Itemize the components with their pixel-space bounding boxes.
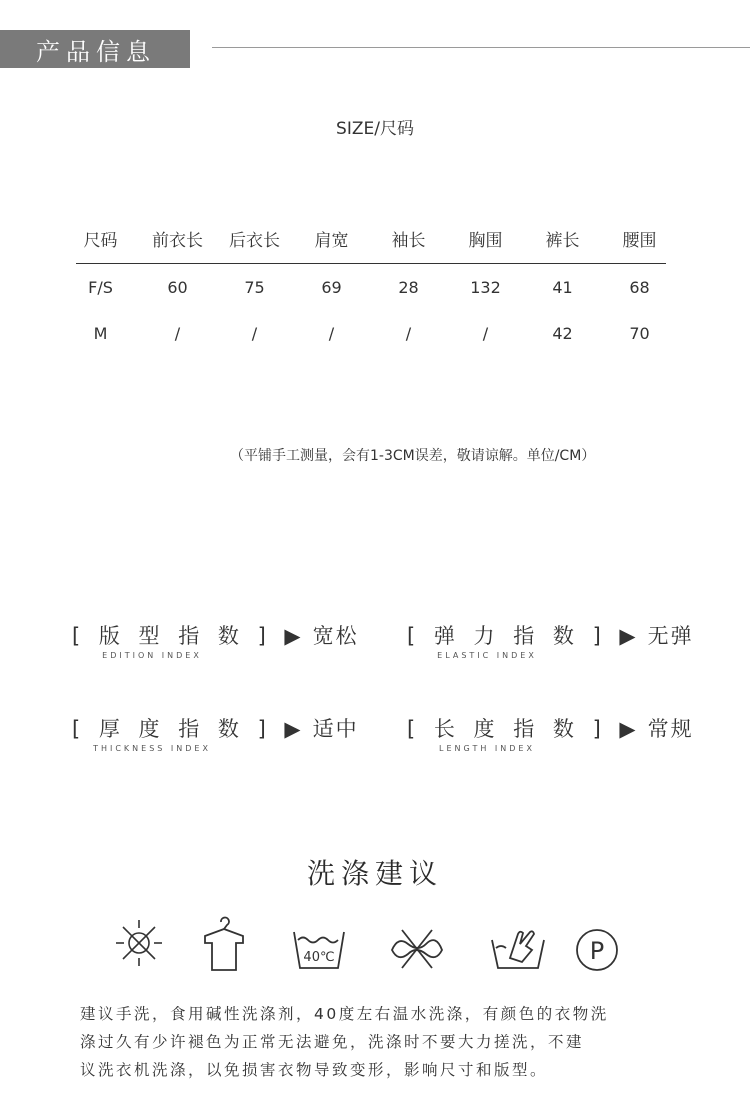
size-table-header <box>62 224 678 252</box>
column-header: 裤长 <box>545 230 580 251</box>
table-cell: / <box>482 323 489 343</box>
index-title: [ 版 型 指 数 ] ▶ <box>72 624 307 648</box>
header-title: 产品信息 <box>36 37 156 66</box>
table-cell: / <box>328 323 335 343</box>
table-cell: 75 <box>244 277 265 297</box>
table-cell: 69 <box>321 277 342 297</box>
index-subtitle: LENGTH INDEX <box>439 744 535 753</box>
wash-line: 涤过久有少许褪色为正常无法避免，洗涤时不要大力搓洗，不建 <box>80 1033 585 1051</box>
wash-temp-label: 40℃ <box>303 950 335 965</box>
index-subtitle: ELASTIC INDEX <box>437 651 537 660</box>
table-cell: 68 <box>629 277 650 297</box>
index-value: 适中 <box>312 717 359 741</box>
header-title-tab <box>0 30 190 68</box>
column-header: 袖长 <box>391 230 426 251</box>
column-header: 前衣长 <box>152 230 203 251</box>
table-cell: M <box>93 323 108 343</box>
wash-line: 议洗衣机洗涤，以免损害衣物导致变形，影响尺寸和版型。 <box>80 1061 549 1079</box>
index-title: [ 弹 力 指 数 ] ▶ <box>407 624 642 648</box>
table-cell: 28 <box>398 277 419 297</box>
edition-index <box>72 620 359 660</box>
index-title: [ 厚 度 指 数 ] ▶ <box>72 717 307 741</box>
column-header: 腰围 <box>622 230 657 251</box>
size-table <box>62 224 678 356</box>
wash-line: 建议手洗，食用碱性洗涤剂，40度左右温水洗涤，有颜色的衣物洗 <box>80 1005 609 1023</box>
table-cell: 70 <box>629 323 650 343</box>
wash-heading: 洗涤建议 <box>306 857 443 890</box>
table-cell: 132 <box>470 277 501 297</box>
table-row <box>62 310 678 356</box>
index-value: 无弹 <box>647 624 694 648</box>
index-value: 常规 <box>647 717 694 741</box>
wash-40c-icon <box>286 910 352 976</box>
table-cell: 60 <box>167 277 188 297</box>
length-index <box>407 713 694 753</box>
measurement-note: （平铺手工测量，会有1-3CM误差，敬请谅解。单位/CM） <box>230 448 596 464</box>
thickness-index <box>72 713 359 753</box>
dry-clean-p-icon <box>564 910 630 976</box>
table-cell: / <box>174 323 181 343</box>
table-cell: F/S <box>88 277 113 297</box>
table-cell: 41 <box>552 277 573 297</box>
header-divider <box>212 47 750 48</box>
table-cell: / <box>251 323 258 343</box>
index-value: 宽松 <box>312 624 359 648</box>
table-cell: 42 <box>552 323 573 343</box>
column-header: 胸围 <box>468 230 503 251</box>
hang-dry-icon <box>191 910 257 976</box>
size-heading: SIZE/尺码 <box>336 119 414 139</box>
column-header: 后衣长 <box>229 230 280 251</box>
column-header: 肩宽 <box>314 230 349 251</box>
no-tumble-dry-icon <box>384 910 450 976</box>
hand-wash-icon <box>486 910 552 976</box>
table-cell: / <box>405 323 412 343</box>
wash-instructions <box>80 1000 680 1084</box>
table-row <box>62 264 678 310</box>
index-subtitle: THICKNESS INDEX <box>93 744 211 753</box>
index-subtitle: EDITION INDEX <box>102 651 202 660</box>
no-bleach-icon <box>106 910 172 976</box>
column-header: 尺码 <box>83 230 118 251</box>
elastic-index <box>407 620 694 660</box>
index-title: [ 长 度 指 数 ] ▶ <box>407 717 642 741</box>
dry-clean-letter: P <box>589 937 605 965</box>
care-icons <box>106 910 626 976</box>
